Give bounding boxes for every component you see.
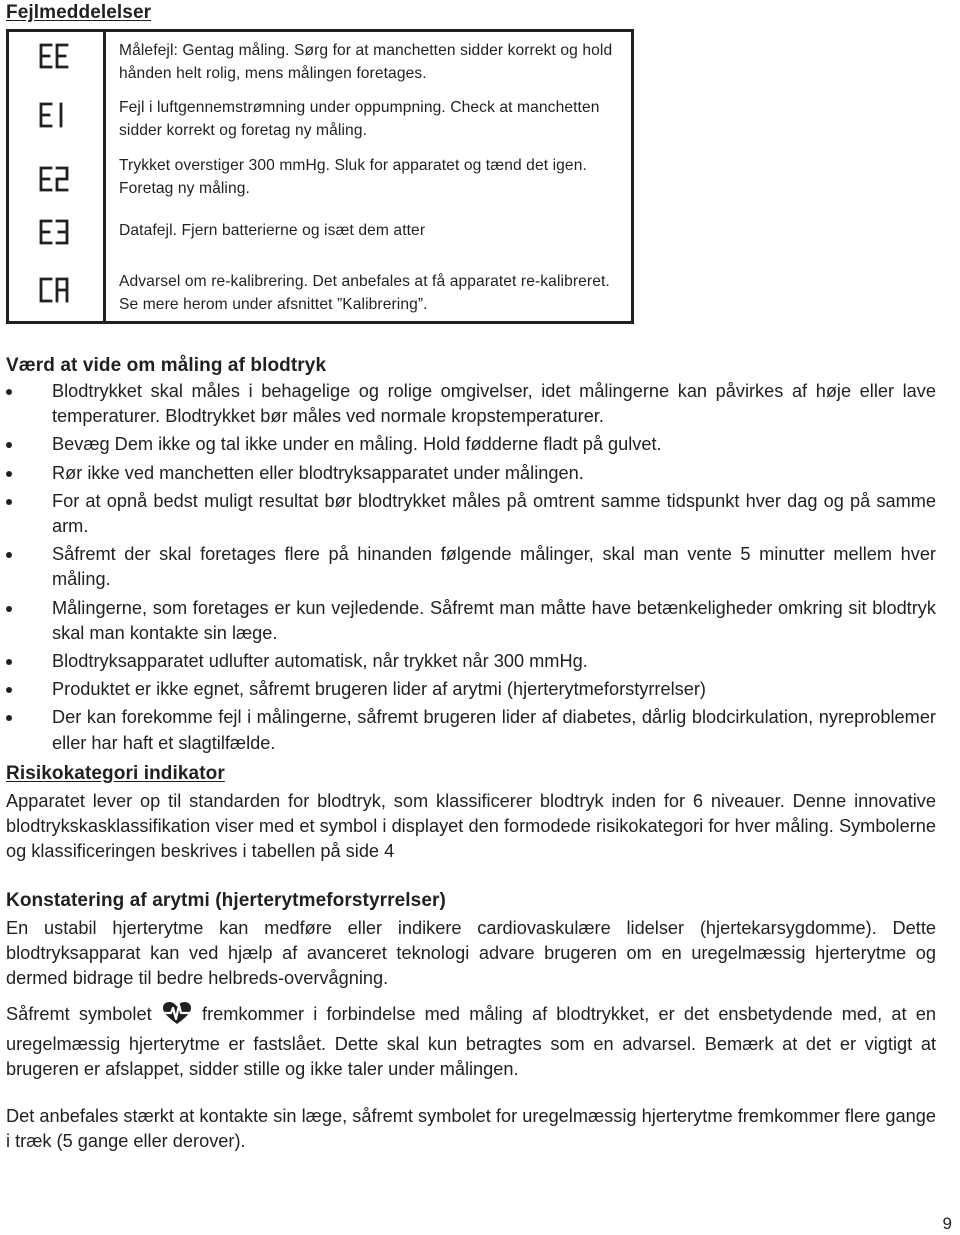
lcd-code-e3-icon [39,219,69,245]
lcd-code-ee-icon [39,43,69,69]
list-item: Bevæg Dem ikke og tal ikke under en måling. Hold fødderne fladt på gulvet. [0,432,936,457]
error-message-e2: Trykket overstiger 300 mmHg. Sluk for apparatet og tænd det igen. Foretag ny måling. [119,157,587,197]
risk-heading: Risikokategori indikator [6,763,225,784]
bullet-icon [6,552,12,558]
list-item: Der kan forekomme fejl i målingerne, såfremt brugeren lider af diabetes, dårlig blodcirkulation, nyreproblemer eller har haft et slagtilfælde. [0,705,936,755]
error-codes-table [6,29,634,324]
list-item: Produktet er ikke egnet, såfremt brugeren lider af arytmi (hjerterytmeforstyrrelser) [0,677,936,702]
arrhythmia-paragraph-2: Såfremt symbolet fremkommer i forbindelse med måling af blodtrykket, er det ensbetydende med, at en uregelmæssig hjerterytme er fastslået. Dette skal kun betragtes som en advarsel. Bemærk at det er vigtigt at brugeren er afslappet, sidder stille og ikke taler under målingen. [6,1001,936,1083]
page-number: 9 [942,1214,952,1233]
error-message-ca: Advarsel om re-kalibrering. Det anbefales at få apparatet re-kalibreret. Se mere herom under afsnittet ”Kalibrering”. [119,273,610,313]
bullet-icon [6,606,12,612]
bullet-icon [6,442,12,448]
lcd-code-e1-icon [39,102,69,128]
lcd-code-ca-icon [39,277,69,303]
error-message-e3: Datafejl. Fjern batterierne og isæt dem atter [119,222,426,239]
list-item: For at opnå bedst muligt resultat bør blodtrykket måles på omtrent samme tidspunkt hver dag og på samme arm. [0,489,936,539]
bullet-icon [6,659,12,665]
error-message-e1: Fejl i luftgennemstrømning under oppumpning. Check at manchetten sidder korrekt og foretag ny måling. [119,99,600,139]
bullet-icon [6,687,12,693]
risk-paragraph: Apparatet lever op til standarden for blodtryk, som klassificerer blodtryk inden for 6 niveauer. Denne innovative blodtrykskasklassifikation viser med et symbol i displayet den formodede risikokategori for hver måling. Symbolerne og klassificeringen beskrives i tabellen på side 4 [6,791,936,862]
arrhythmia-paragraph-1: En ustabil hjerterytme kan medføre eller indikere cardiovaskulære lidelser (hjertekarsygdomme). Dette blodtryksapparat kan ved hjælp af avanceret teknologi advare brugeren om en uregelmæssig hjerterytme og dermed bidrage til bedre helbreds-overvågning. [6,918,936,989]
error-message-ee: Målefejl: Gentag måling. Sørg for at manchetten sidder korrekt og hold hånden helt rolig, mens målingen foretages. [119,42,613,82]
bullet-icon [6,715,12,721]
list-item: Blodtryksapparatet udlufter automatisk, når trykket når 300 mmHg. [0,649,936,674]
table-column-divider [103,32,106,321]
knowledge-list [0,379,936,759]
knowledge-heading: Værd at vide om måling af blodtryk [6,355,327,376]
bullet-icon [6,499,12,505]
arrhythmia-paragraph-3: Det anbefales stærkt at kontakte sin læge, såfremt symbolet for uregelmæssig hjerterytme fremkommer flere gange i træk (5 gange eller derover). [6,1106,936,1152]
bullet-icon [6,389,12,395]
arrhythmia-heading: Konstatering af arytmi (hjerterytmeforstyrrelser) [6,890,446,911]
list-item: Rør ikke ved manchetten eller blodtryksapparatet under målingen. [0,461,936,486]
list-item: Såfremt der skal foretages flere på hinanden følgende målinger, skal man vente 5 minutter mellem hver måling. [0,542,936,592]
irregular-heartbeat-icon [162,1001,192,1032]
errors-heading: Fejlmeddelelser [6,2,152,23]
list-item: Blodtrykket skal måles i behagelige og rolige omgivelser, idet målingerne kan påvirkes af høje eller lave temperaturer. Blodtrykket bør måles ved normale kropstemperaturer. [0,379,936,429]
bullet-icon [6,471,12,477]
list-item: Målingerne, som foretages er kun vejledende. Såfremt man måtte have betænkeligheder omkring sit blodtryk skal man kontakte sin læge. [0,596,936,646]
lcd-code-e2-icon [39,166,69,192]
